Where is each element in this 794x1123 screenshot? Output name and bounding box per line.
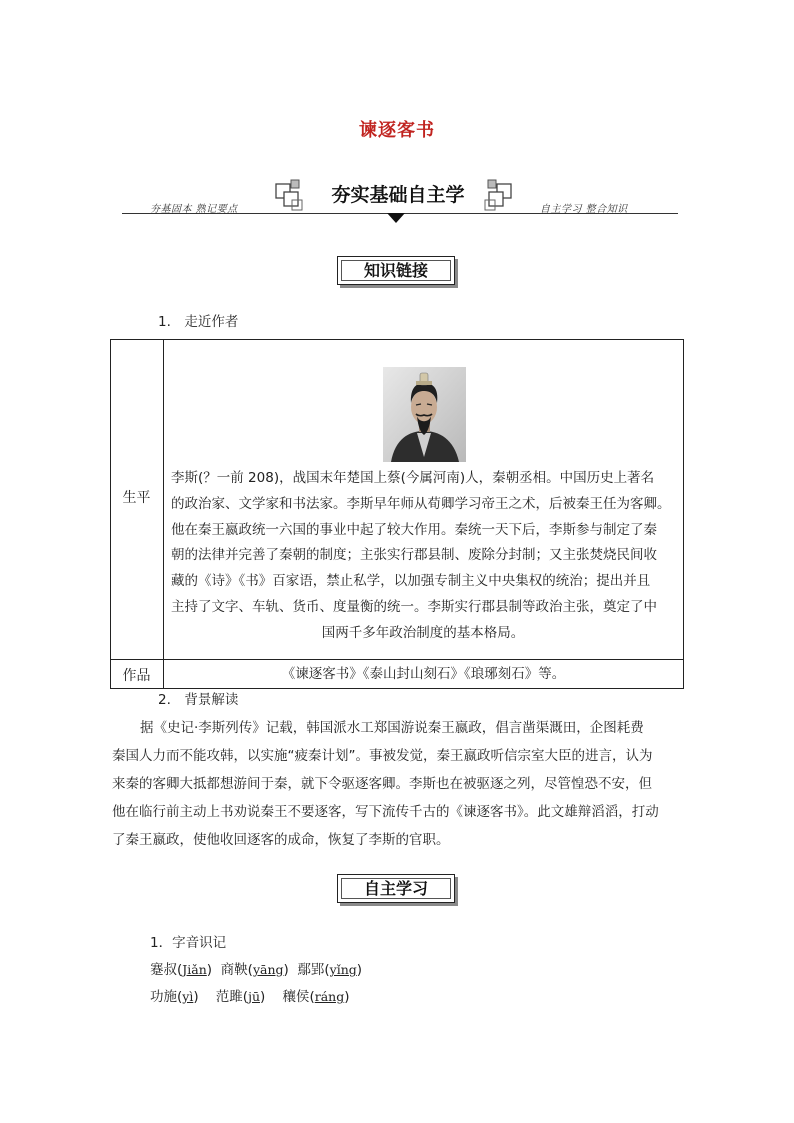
vocab-word: 鄢郢 bbox=[297, 962, 325, 978]
pronunciation-row: 蹇叔(Jiǎn) 商鞅(yāng) 鄢郢(yǐng) bbox=[150, 962, 363, 978]
vocab-pinyin: yāng bbox=[252, 962, 284, 977]
row-label-life: 生平 bbox=[122, 490, 151, 506]
works-list: 《谏逐客书》《泰山封山刻石》《琅琊刻石》等。 bbox=[281, 666, 566, 682]
author-portrait bbox=[383, 367, 466, 462]
background-line: 他在临行前主动上书劝说秦王不要逐客，写下流传千古的《谏逐客书》。此文雄辩滔滔，打动 bbox=[112, 804, 659, 820]
biography-line: 他在秦王嬴政统一六国的事业中起了较大作用。秦统一天下后，李斯参与制定了秦 bbox=[171, 521, 657, 538]
right-ornament-icon bbox=[483, 178, 513, 212]
vocab-pinyin: jū bbox=[248, 989, 260, 1004]
left-ornament-icon bbox=[275, 178, 305, 212]
biography-line: 李斯(？一前 208)，战国末年楚国上蔡(今属河南)人，秦朝丞相。中国历史上著名 bbox=[171, 470, 655, 486]
background-line: 来秦的客卿大抵都想游间于秦，就下令驱逐客卿。李斯也在被驱逐之列，尽管惶恐不安，但 bbox=[112, 776, 652, 792]
row-label-works: 作品 bbox=[122, 668, 151, 684]
section-header-label: 自主学习 bbox=[363, 879, 428, 898]
biography-line: 主持了文字、车轨、货币、度量衡的统一。李斯实行郡县制等政治主张，奠定了中 bbox=[171, 598, 657, 615]
background-line: 秦国人力而不能攻韩，以实施“疲秦计划”。事被发觉，秦王嬴政听信宗室大臣的进言，认为 bbox=[112, 748, 653, 764]
background-line: 据《史记·李斯列传》记载，韩国派水工郑国游说秦王嬴政，倡言凿渠溉田，企图耗费 bbox=[140, 720, 644, 736]
banner-left-label: 夯基固本 熟记要点 bbox=[150, 204, 238, 215]
vocab-pinyin: yǐng bbox=[329, 962, 357, 977]
table-column-divider bbox=[163, 339, 164, 689]
vocab-word: 商鞅 bbox=[220, 962, 248, 978]
biography-line: 藏的《诗》《书》百家语，禁止私学，以加强专制主义中央集权的统治；提出并且 bbox=[171, 573, 651, 590]
vocab-pinyin: yì bbox=[182, 989, 194, 1004]
author-heading: 1. 走近作者 bbox=[158, 314, 239, 330]
section-header-knowledge-link bbox=[337, 256, 455, 285]
section-header-label: 知识链接 bbox=[363, 261, 428, 280]
vocab-pinyin: ráng bbox=[314, 989, 345, 1004]
banner-right-label: 自主学习 整合知识 bbox=[540, 204, 628, 215]
biography-line: 朝的法律并完善了秦朝的制度；主张实行郡县制、废除分封制；又主张焚烧民间收 bbox=[171, 547, 657, 564]
biography-line: 的政治家、文学家和书法家。李斯早年师从荀卿学习帝王之术，后被秦王任为客卿。 bbox=[171, 495, 671, 512]
background-heading: 2. 背景解读 bbox=[158, 692, 239, 708]
vocab-word: 范雎 bbox=[215, 989, 243, 1005]
banner-pointer bbox=[387, 213, 405, 223]
background-line: 了秦王嬴政，使他收回逐客的成命，恢复了李斯的官职。 bbox=[112, 832, 450, 848]
vocab-pinyin: Jiǎn bbox=[182, 962, 207, 977]
vocab-word: 蹇叔 bbox=[150, 962, 177, 978]
section-header-self-study bbox=[337, 874, 455, 903]
banner-title: 夯实基础自主学 bbox=[331, 184, 465, 206]
vocab-word: 穰侯 bbox=[282, 989, 310, 1005]
author-biography bbox=[171, 466, 675, 647]
vocab-word: 功施 bbox=[150, 989, 177, 1005]
pronunciation-heading: 1．字音识记 bbox=[150, 935, 227, 951]
pronunciation-row: 功施(yì) 范雎(jū) 穰侯(ráng) bbox=[150, 989, 350, 1005]
biography-line: 国两千多年政治制度的基本格局。 bbox=[321, 624, 525, 641]
document-title: 谏逐客书 bbox=[359, 120, 435, 141]
